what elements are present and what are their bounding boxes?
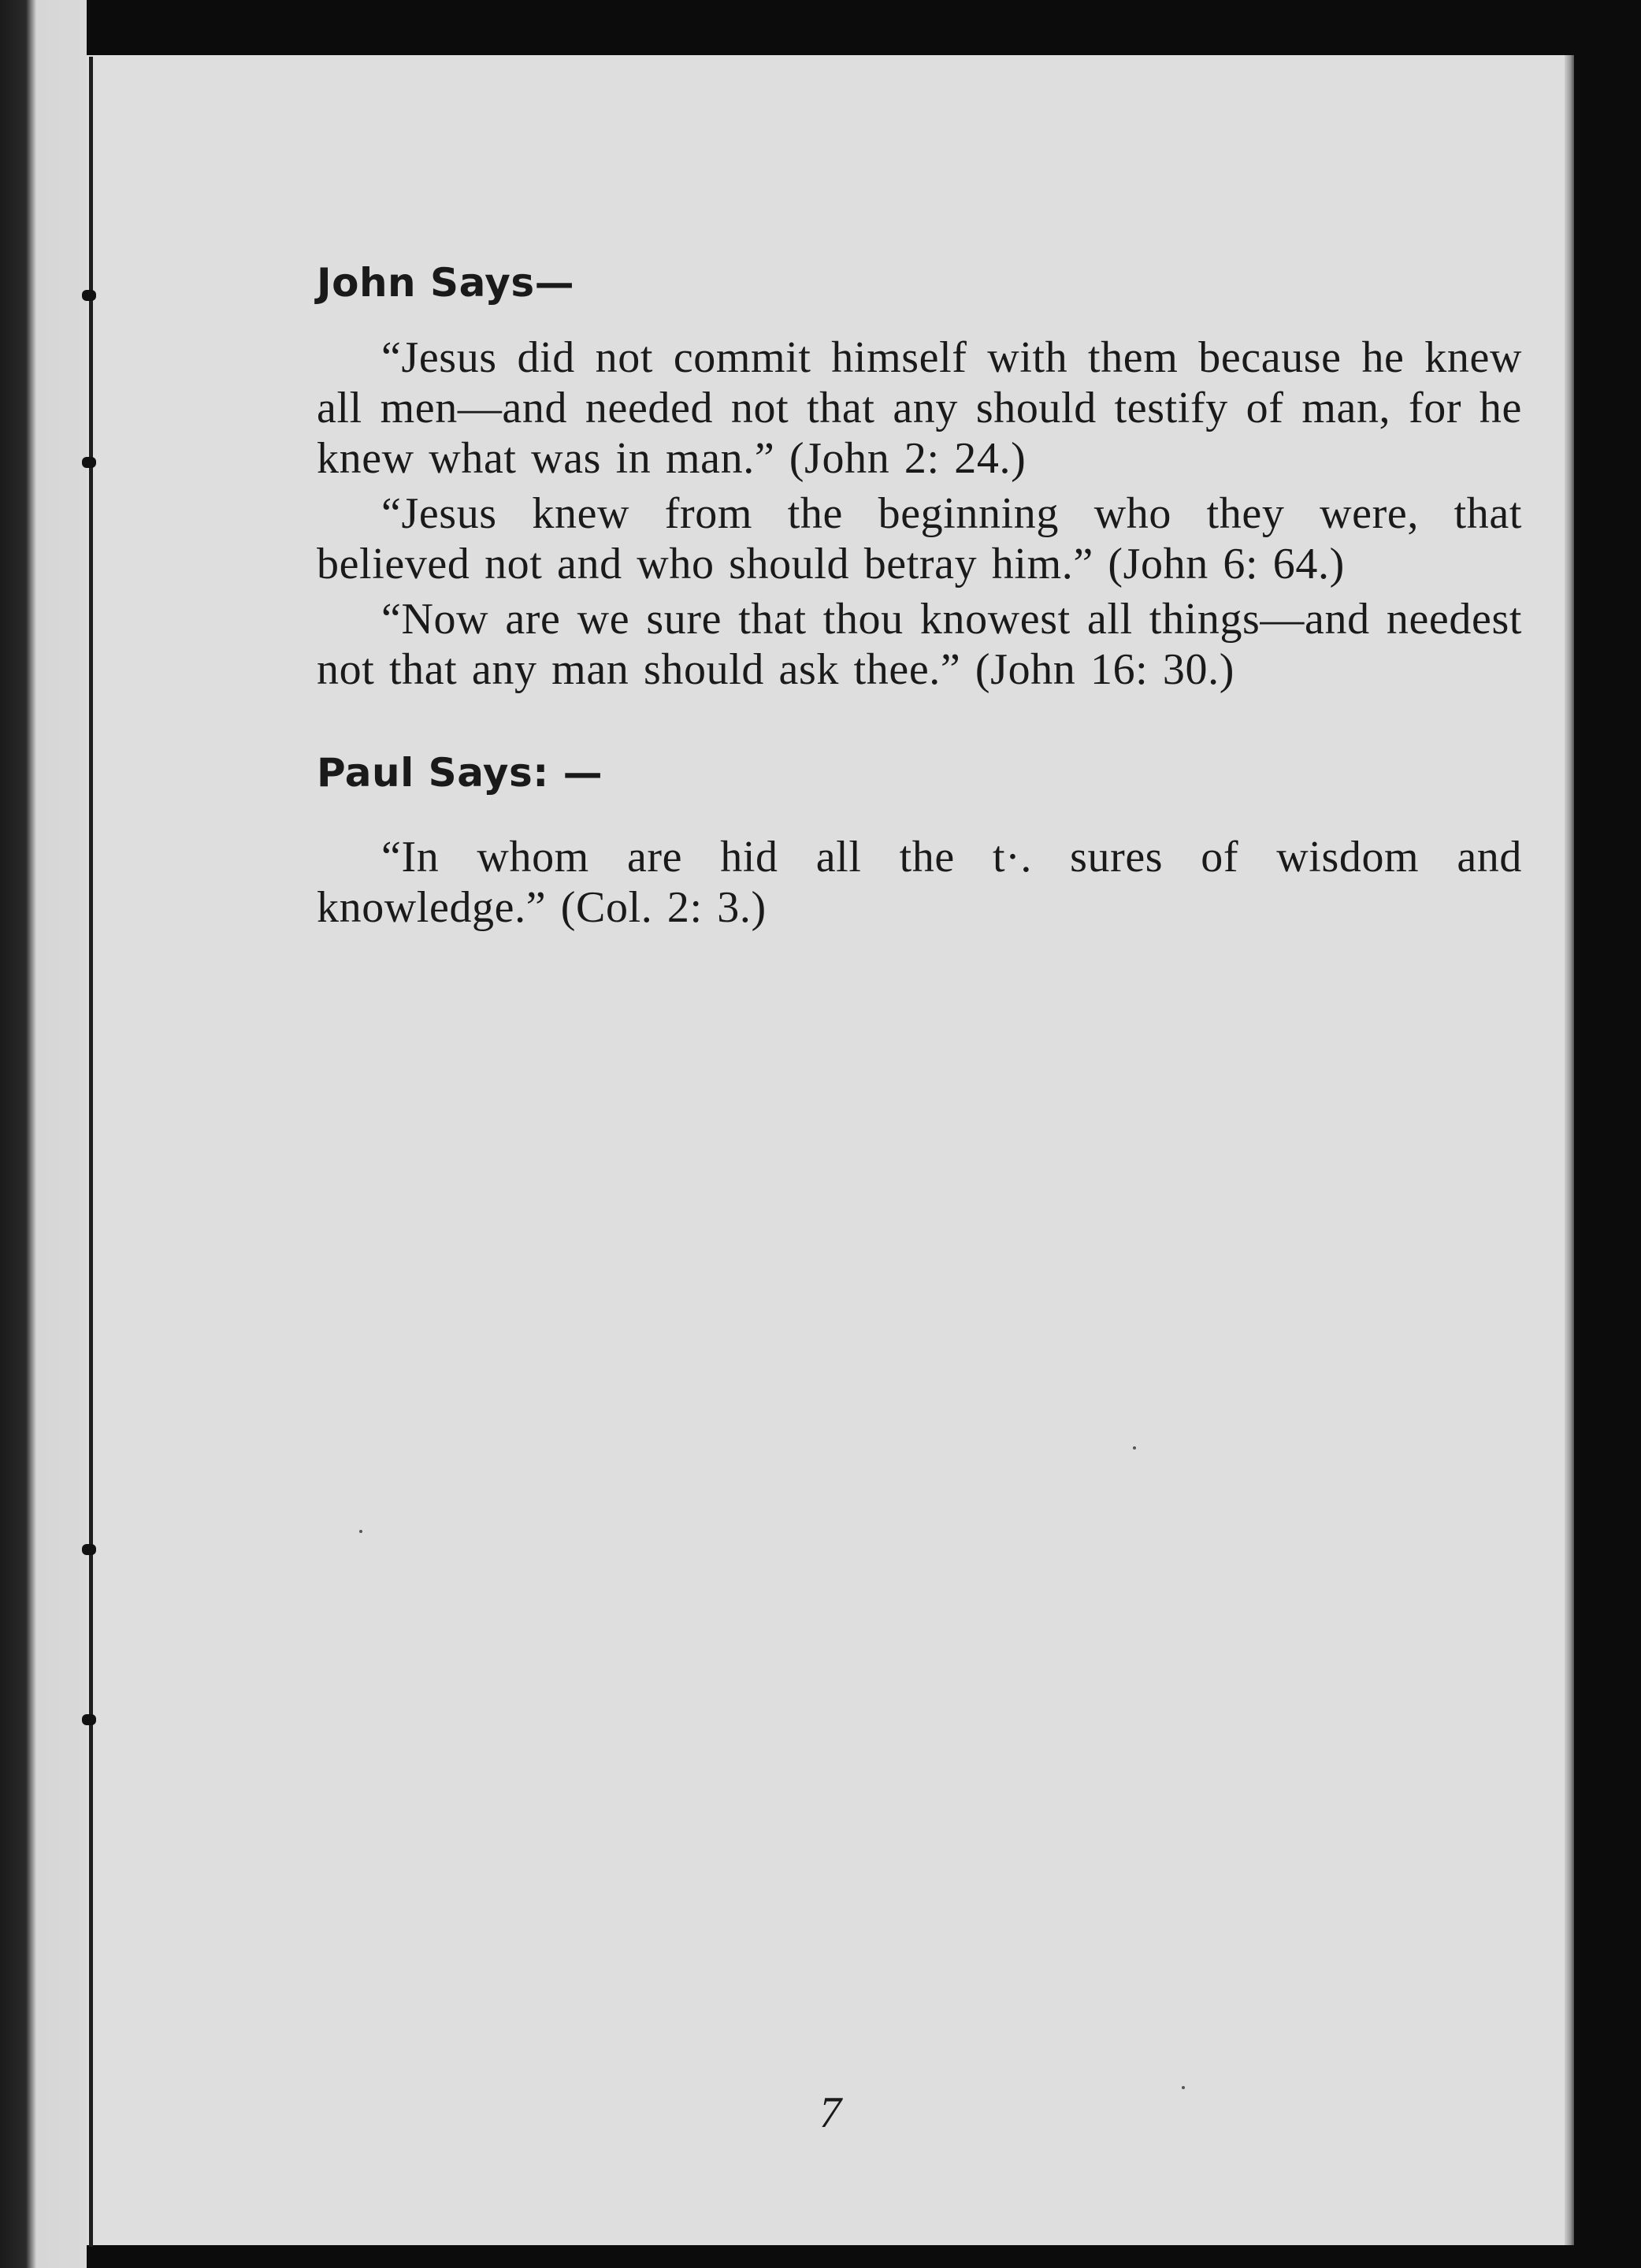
paper-speck	[359, 1530, 362, 1533]
page-binding-edge	[89, 57, 93, 2247]
page-number: 7	[819, 2088, 841, 2137]
quote-paragraph: “In whom are hid all the t·. sures of wisdom and knowledge.” (Col. 2: 3.)	[317, 833, 1522, 932]
section-heading-paul: Paul Says: —	[317, 750, 603, 796]
scan-left-margin	[0, 0, 87, 2268]
binding-staple-mark	[82, 1544, 96, 1555]
page-content	[317, 203, 1522, 933]
binding-staple-mark	[82, 290, 96, 301]
paper-speck	[1182, 2086, 1185, 2089]
book-page	[87, 55, 1574, 2245]
page-right-edge	[1565, 55, 1574, 2245]
paper-speck	[1133, 1446, 1136, 1450]
binding-staple-mark	[82, 457, 96, 468]
binding-staple-mark	[82, 1714, 96, 1725]
quote-paragraph: “Jesus knew from the beginning who they were, that believed not and who should betray him.” (John 6: 64.)	[317, 489, 1522, 588]
quote-paragraph: “Now are we sure that thou knowest all things—and needest not that any man should ask thee.” (John 16: 30.)	[317, 595, 1522, 694]
quote-paragraph: “Jesus did not commit himself with them because he knew all men—and needed not that any should testify of man, for he knew what was in man.” (John 2: 24.)	[317, 333, 1522, 483]
section-heading-john: John Says—	[317, 260, 575, 306]
